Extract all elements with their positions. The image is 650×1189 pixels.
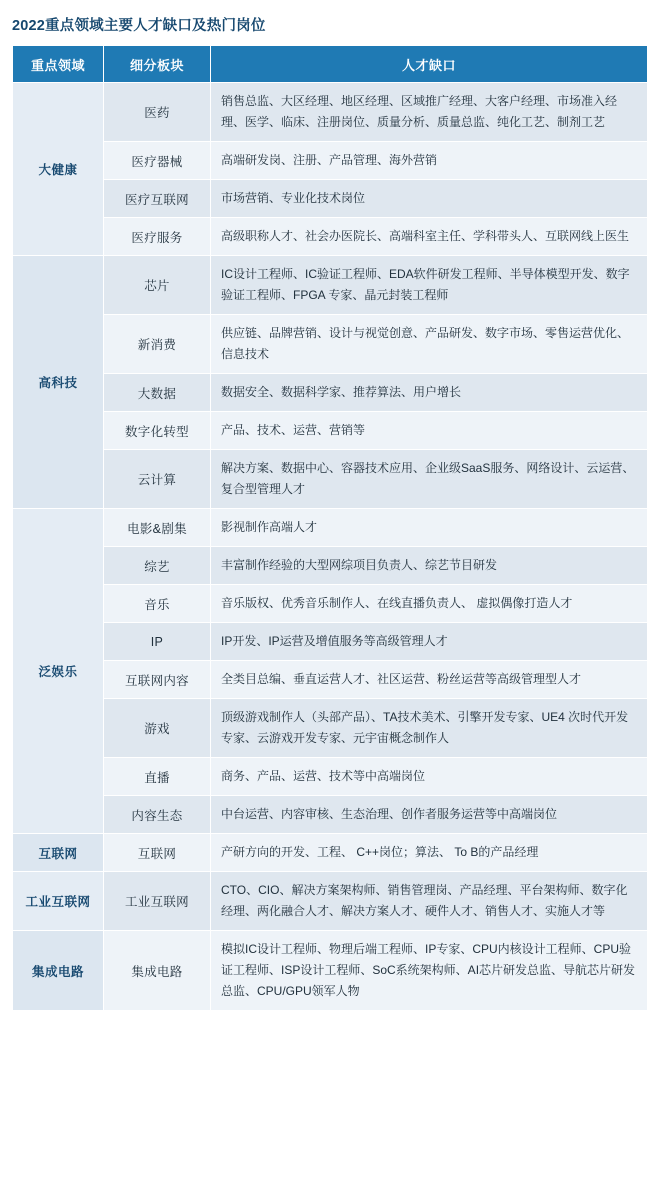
table-row xyxy=(13,412,648,450)
segment-cell: 集成电路 xyxy=(104,931,211,1011)
segment-cell: 互联网内容 xyxy=(104,661,211,699)
gap-cell: CTO、CIO、解决方案架构师、销售管理岗、产品经理、平台架构师、数字化经理、两化融合人才、解决方案人才、硬件人才、销售人才、实施人才等 xyxy=(211,872,648,931)
domain-cell: 互联网 xyxy=(13,834,104,872)
gap-cell: 商务、产品、运营、技术等中高端岗位 xyxy=(211,758,648,796)
table-row xyxy=(13,699,648,758)
table-row xyxy=(13,218,648,256)
segment-cell: 工业互联网 xyxy=(104,872,211,931)
domain-cell: 泛娱乐 xyxy=(13,509,104,834)
segment-cell: 综艺 xyxy=(104,547,211,585)
segment-cell: 云计算 xyxy=(104,450,211,509)
gap-cell: IC设计工程师、IC验证工程师、EDA软件研发工程师、半导体模型开发、数字验证工程师、FPGA 专家、晶元封装工程师 xyxy=(211,256,648,315)
column-header-segment: 细分板块 xyxy=(104,46,211,83)
gap-cell: 全类目总编、垂直运营人才、社区运营、粉丝运营等高级管理型人才 xyxy=(211,661,648,699)
segment-cell: 大数据 xyxy=(104,374,211,412)
gap-cell: 解决方案、数据中心、容器技术应用、企业级SaaS服务、网络设计、云运营、复合型管理人才 xyxy=(211,450,648,509)
gap-cell: IP开发、IP运营及增值服务等高级管理人才 xyxy=(211,623,648,661)
gap-cell: 丰富制作经验的大型网综项目负责人、综艺节目研发 xyxy=(211,547,648,585)
table-body xyxy=(13,83,648,1011)
table-row xyxy=(13,83,648,142)
table-row xyxy=(13,585,648,623)
table-row xyxy=(13,758,648,796)
gap-cell: 市场营销、专业化技术岗位 xyxy=(211,180,648,218)
segment-cell: IP xyxy=(104,623,211,661)
table-row xyxy=(13,547,648,585)
talent-gap-table xyxy=(12,45,648,1011)
table-row xyxy=(13,796,648,834)
table-row xyxy=(13,374,648,412)
segment-cell: 直播 xyxy=(104,758,211,796)
gap-cell: 产品、技术、运营、营销等 xyxy=(211,412,648,450)
segment-cell: 游戏 xyxy=(104,699,211,758)
segment-cell: 数字化转型 xyxy=(104,412,211,450)
domain-cell: 大健康 xyxy=(13,83,104,256)
segment-cell: 医药 xyxy=(104,83,211,142)
table-row xyxy=(13,834,648,872)
title-block xyxy=(0,0,650,45)
table-row xyxy=(13,623,648,661)
segment-cell: 医疗互联网 xyxy=(104,180,211,218)
gap-cell: 顶级游戏制作人（头部产品）、TA技术美术、引擎开发专家、UE4 次时代开发专家、云游戏开发专家、元宇宙概念制作人 xyxy=(211,699,648,758)
table-row xyxy=(13,315,648,374)
domain-cell: 高科技 xyxy=(13,256,104,509)
gap-cell: 数据安全、数据科学家、推荐算法、用户增长 xyxy=(211,374,648,412)
table-row xyxy=(13,256,648,315)
table-header-row xyxy=(13,46,648,83)
gap-cell: 影视制作高端人才 xyxy=(211,509,648,547)
table-header xyxy=(13,46,648,83)
segment-cell: 内容生态 xyxy=(104,796,211,834)
column-header-domain: 重点领域 xyxy=(13,46,104,83)
gap-cell: 产研方向的开发、工程、 C++岗位；算法、 To B的产品经理 xyxy=(211,834,648,872)
segment-cell: 互联网 xyxy=(104,834,211,872)
gap-cell: 模拟IC设计工程师、物理后端工程师、IP专家、CPU内核设计工程师、CPU验证工程师、ISP设计工程师、SoC系统架构师、AI芯片研发总监、导航芯片研发总监、CPU/GPU领军人物 xyxy=(211,931,648,1011)
segment-cell: 医疗器械 xyxy=(104,142,211,180)
table-row xyxy=(13,142,648,180)
segment-cell: 电影&剧集 xyxy=(104,509,211,547)
table-row xyxy=(13,661,648,699)
gap-cell: 中台运营、内容审核、生态治理、创作者服务运营等中高端岗位 xyxy=(211,796,648,834)
gap-cell: 音乐版权、优秀音乐制作人、在线直播负责人、 虚拟偶像打造人才 xyxy=(211,585,648,623)
page-title: 2022重点领域主要人才缺口及热门岗位 xyxy=(12,18,266,34)
table-row xyxy=(13,931,648,1011)
gap-cell: 高端研发岗、注册、产品管理、海外营销 xyxy=(211,142,648,180)
table-row xyxy=(13,509,648,547)
domain-cell: 工业互联网 xyxy=(13,872,104,931)
gap-cell: 销售总监、大区经理、地区经理、区域推广经理、大客户经理、市场准入经理、医学、临床、注册岗位、质量分析、质量总监、纯化工艺、制剂工艺 xyxy=(211,83,648,142)
segment-cell: 新消费 xyxy=(104,315,211,374)
segment-cell: 芯片 xyxy=(104,256,211,315)
segment-cell: 医疗服务 xyxy=(104,218,211,256)
segment-cell: 音乐 xyxy=(104,585,211,623)
domain-cell: 集成电路 xyxy=(13,931,104,1011)
table-row xyxy=(13,872,648,931)
table-row xyxy=(13,180,648,218)
gap-cell: 供应链、品牌营销、设计与视觉创意、产品研发、数字市场、零售运营优化、信息技术 xyxy=(211,315,648,374)
gap-cell: 高级职称人才、社会办医院长、高端科室主任、学科带头人、互联网线上医生 xyxy=(211,218,648,256)
column-header-gap: 人才缺口 xyxy=(211,46,648,83)
table-row xyxy=(13,450,648,509)
